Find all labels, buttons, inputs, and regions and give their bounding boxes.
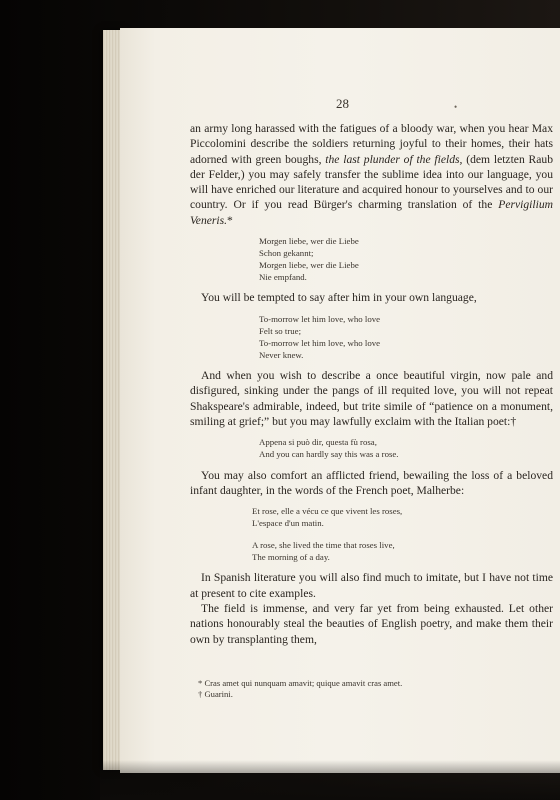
verse-french <box>252 505 553 563</box>
verse-italian <box>259 436 553 460</box>
paragraph-1: an army long harassed with the fatigues of a bloody war, when you hear Max Piccolomini describe the soldiers returning joyful to their homes, their hats adorned with green boughs, the last plunder of the fields, (dem letzten Raub der Felder,) you may safely transfer the sublime idea into our language, you will have enriched our literature and acquired honour to yourselves and to our country. Or if you read Bürger's charming translation of the Pervigilium Veneris.* <box>190 122 554 227</box>
verse-line: To-morrow let him love, who love <box>259 313 381 324</box>
verse-line: To-morrow let him love, who love <box>259 337 381 348</box>
verse-line: L'espace d'un matin. <box>252 518 324 529</box>
footnote: † Guarini. <box>198 689 233 700</box>
page-number: 28 <box>336 96 349 111</box>
printer-mark: • <box>454 102 458 112</box>
verse-line: Morgen liebe, wer die Liebe <box>259 260 359 271</box>
verse-line: The morning of a day. <box>252 552 330 563</box>
book-page <box>120 28 560 773</box>
verse-line: And you can hardly say this was a rose. <box>259 449 399 460</box>
paragraph-3: And when you wish to describe a once beautiful virgin, now pale and disfigured, sinking under the pangs of ill requited love, you will not repeat Shakspeare's admirable, indeed, but trite simile of “patience on a monument, smiling at grief;” but you may lawfully exclaim with the Italian poet:† <box>190 369 553 429</box>
verse-line: Appena si può dir, questa fù rosa, <box>259 437 377 448</box>
paragraph-6: The field is immense, and very far yet from being exhausted. Let other nations honourably steal the beauties of English poetry, and make them their own by transplanting them, <box>190 602 553 646</box>
paragraph-4: You may also comfort an afflicted friend, bewailing the loss of a beloved infant daughter, in the words of the French poet, Malherbe: <box>190 468 553 497</box>
paragraph-5: In Spanish literature you will also find much to imitate, but I have not time at present to cite examples. <box>190 571 553 600</box>
footnote: * Cras amet qui nunquam amavit; quique amavit cras amet. <box>198 678 403 688</box>
verse-line: Schon gekannt; <box>259 248 314 259</box>
verse-english <box>259 313 553 361</box>
body-text <box>190 121 553 647</box>
verse-line: A rose, she lived the time that roses live, <box>252 540 395 551</box>
paragraph-2: You will be tempted to say after him in your own language, <box>201 291 477 305</box>
page-shadow <box>100 760 560 800</box>
verse-line: Et rose, elle a vécu ce que vivent les roses, <box>252 506 403 517</box>
verse-line: Never knew. <box>259 350 304 361</box>
verse-german <box>259 235 553 283</box>
verse-line: Felt so true; <box>259 325 302 336</box>
verse-line: Nie empfand. <box>259 272 307 283</box>
footnotes <box>198 678 538 701</box>
verse-line: Morgen liebe, wer die Liebe <box>259 236 359 247</box>
